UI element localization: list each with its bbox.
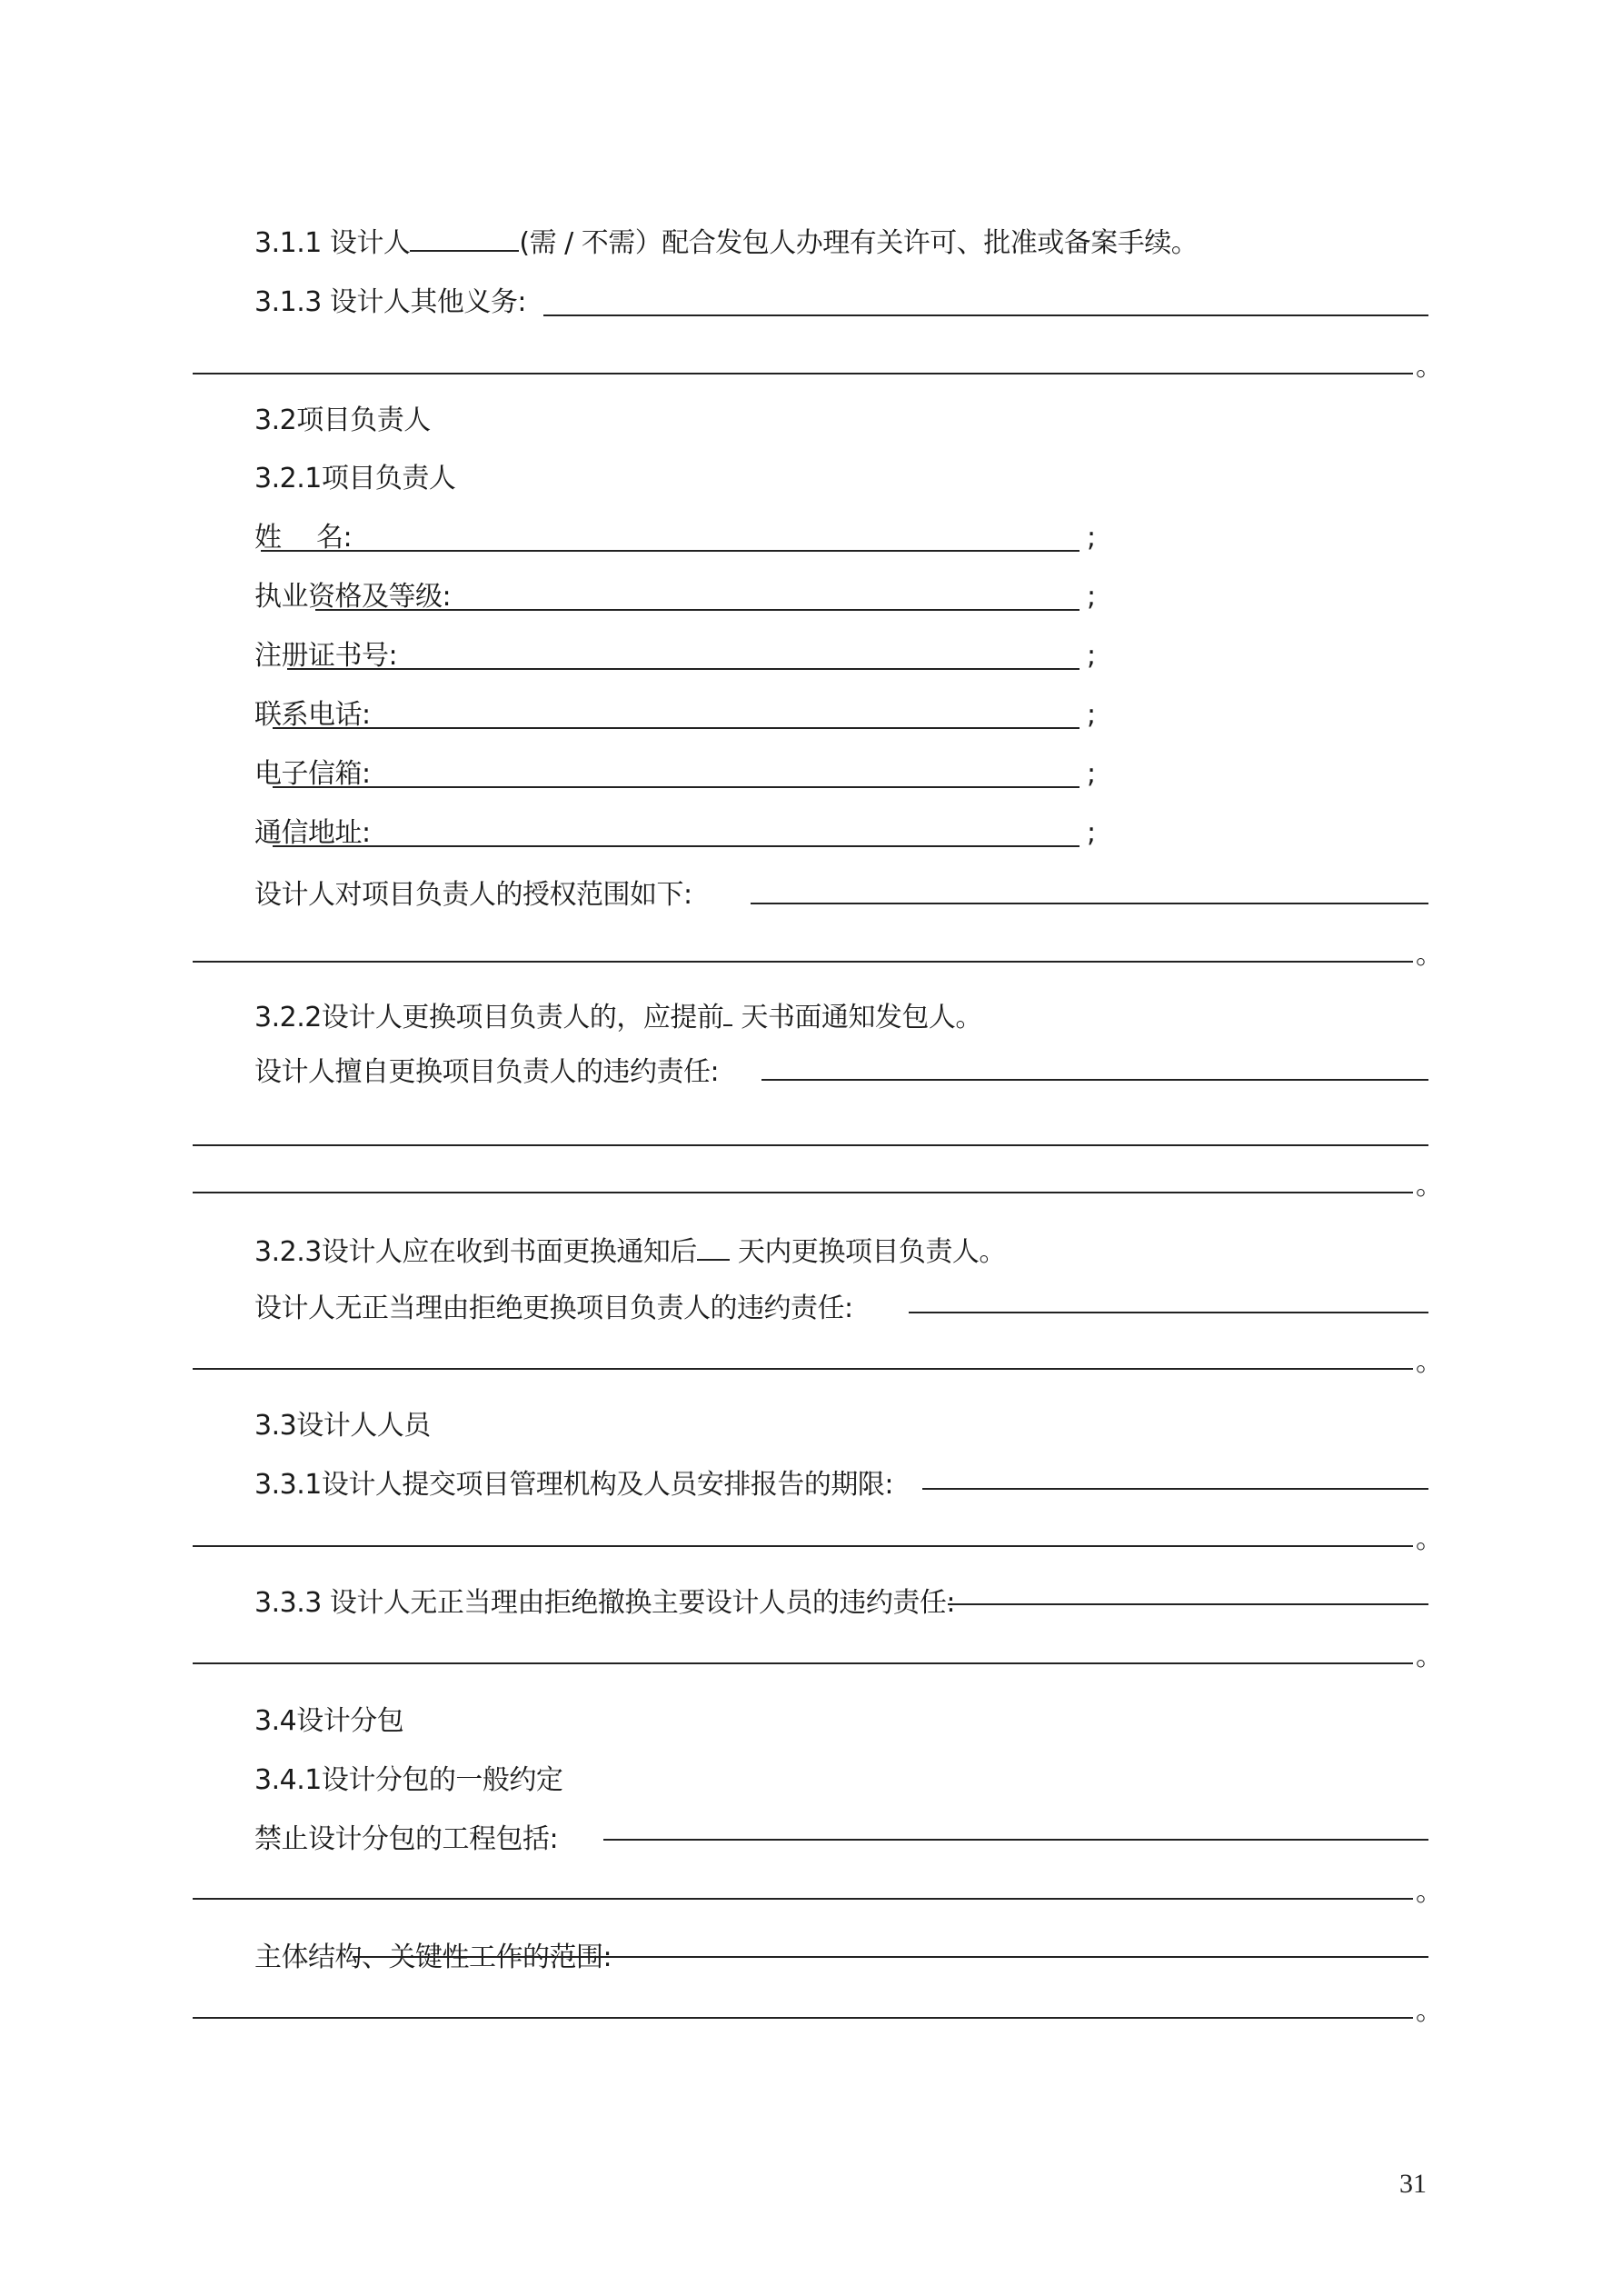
clause-3-1-3-label: 3.1.3 设计人其他义务: [254,286,526,318]
prohibited-subcontract-label: 禁止设计分包的工程包括: [254,1823,559,1855]
authority-scope-label: 设计人对项目负责人的授权范围如下: [254,879,692,911]
authority-scope-field-line1[interactable] [751,903,1428,904]
semicolon-mark: ; [1087,817,1097,849]
page-number: 31 [1399,2169,1427,2199]
clause-3-1-1-prefix: 3.1.1 设计人 [254,227,411,259]
field-label-email: 电子信箱: [254,758,371,790]
refusal-replacement-liability-label: 设计人无正当理由拒绝更换项目负责人的违约责任: [254,1293,853,1324]
key-work-scope-label: 主体结构、关键性工作的范围: [254,1942,612,1973]
clause-3-1-1 [254,223,1198,262]
clause-3-2-3-prefix: 3.2.3设计人应在收到书面更换通知后 [254,1236,697,1268]
semicolon-mark: ; [1087,699,1097,731]
key-work-scope-line2[interactable] [193,2017,1413,2019]
other-obligations-field-line1[interactable] [543,314,1428,316]
period-mark: 。 [1416,1995,1443,2027]
section-3-4-heading: 3.4设计分包 [254,1705,404,1737]
clause-3-2-3 [254,1232,1006,1271]
section-3-2-1-heading: 3.2.1项目负责人 [254,463,456,494]
notice-days-blank[interactable] [723,997,732,1026]
staffing-report-deadline-line1[interactable] [922,1488,1428,1490]
refusal-staff-change-liability-line1[interactable] [948,1603,1428,1605]
email-field[interactable] [273,786,1080,788]
semicolon-mark: ; [1087,758,1097,790]
clause-3-2-2 [254,997,982,1036]
unauthorized-replacement-liability-line3[interactable] [193,1192,1413,1193]
field-label-address: 通信地址: [254,817,371,849]
semicolon-mark: ; [1087,640,1097,672]
section-3-4-1-heading: 3.4.1设计分包的一般约定 [254,1764,563,1796]
other-obligations-field-line2[interactable] [193,373,1413,374]
clause-3-2-2-suffix: 天书面通知发包人。 [732,1002,982,1033]
name-field[interactable] [261,550,1080,552]
unauthorized-replacement-liability-line2[interactable] [193,1144,1428,1146]
clause-3-2-2-prefix: 3.2.2设计人更换项目负责人的，应提前 [254,1002,724,1033]
field-label-name: 姓 名: [254,522,353,554]
qualification-field[interactable] [315,609,1080,611]
period-mark: 。 [1416,939,1443,971]
field-label-qualification: 执业资格及等级: [254,581,452,613]
refusal-staff-change-liability-line2[interactable] [193,1662,1413,1664]
clause-3-3-3-label: 3.3.3 设计人无正当理由拒绝撤换主要设计人员的违约责任: [254,1587,955,1619]
period-mark: 。 [1416,1170,1443,1202]
phone-field[interactable] [273,727,1080,729]
section-3-2-heading: 3.2项目负责人 [254,404,431,436]
period-mark: 。 [1416,351,1443,383]
prohibited-subcontract-line1[interactable] [603,1839,1428,1841]
need-or-not-blank[interactable] [410,223,519,252]
period-mark: 。 [1416,1876,1443,1908]
unauthorized-replacement-liability-label: 设计人擅自更换项目负责人的违约责任: [254,1056,720,1088]
clause-3-2-3-suffix: 天内更换项目负责人。 [729,1236,1006,1268]
key-work-scope-line1[interactable] [353,1956,1428,1958]
refusal-replacement-liability-line1[interactable] [909,1312,1428,1313]
section-3-3-heading: 3.3设计人人员 [254,1410,431,1442]
period-mark: 。 [1416,1523,1443,1555]
staffing-report-deadline-line2[interactable] [193,1545,1413,1547]
replacement-days-blank[interactable] [697,1232,730,1261]
field-label-certificate: 注册证书号: [254,640,398,672]
clause-3-1-1-suffix: (需 / 不需）配合发包人办理有关许可、批准或备案手续。 [519,227,1199,259]
prohibited-subcontract-line2[interactable] [193,1898,1413,1900]
semicolon-mark: ; [1087,581,1097,613]
semicolon-mark: ; [1087,522,1097,554]
unauthorized-replacement-liability-line1[interactable] [761,1079,1428,1081]
authority-scope-field-line2[interactable] [193,961,1413,963]
field-label-phone: 联系电话: [254,699,371,731]
address-field[interactable] [273,845,1080,847]
clause-3-3-1-label: 3.3.1设计人提交项目管理机构及人员安排报告的期限: [254,1469,893,1501]
certificate-number-field[interactable] [287,668,1080,670]
period-mark: 。 [1416,1346,1443,1378]
period-mark: 。 [1416,1641,1443,1672]
refusal-replacement-liability-line2[interactable] [193,1368,1413,1370]
